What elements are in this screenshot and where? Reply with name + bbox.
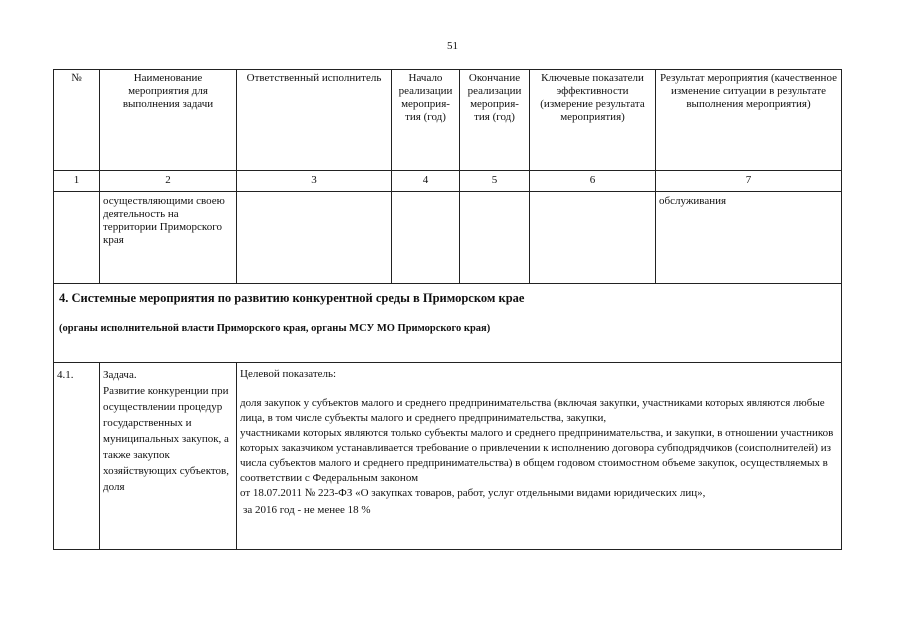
task-label: Задача. — [103, 369, 137, 381]
target-indicator-cell — [237, 363, 842, 550]
column-number: 6 — [530, 171, 656, 192]
header-result: Результат мероприятия (качественное изменение ситуации в результате выполнения мероприятия) — [656, 70, 842, 171]
table-cell — [237, 192, 392, 284]
table-cell — [530, 192, 656, 284]
column-numbers-row — [54, 171, 842, 192]
indicator-target: за 2016 год - не менее 18 % — [243, 504, 371, 516]
header-number: № — [54, 70, 100, 171]
indicator-text: доля закупок у субъектов малого и среднего предпринимательства (включая закупки, участниками которых являются любые лица, в том числе субъекты малого и среднего предпринимательства, закупки, участниками которых являются только субъекты малого и среднего предпринимательства, и закупки, в отношении участников которых заказчиком устанавливается требование о привлечении к исполнению договора субподрядчиков (соисполнителей) из числа субъектов малого и среднего предпринимательства) в общем годовом стоимостном объеме закупок, осуществляемых в соответствии с Федеральным законом от 18.07.2011 № 223-ФЗ «О закупках товаров, работ, услуг отдельными видами юридических лиц», — [240, 397, 834, 499]
column-number: 4 — [392, 171, 460, 192]
indicator-label: Целевой показатель: — [240, 368, 337, 380]
header-kpi: Ключевые показатели эффективности (измерение результата мероприятия) — [530, 70, 656, 171]
section-row — [54, 284, 842, 363]
header-end-year: Окончание реализации мероприя-тия (год) — [460, 70, 530, 171]
table-cell — [392, 192, 460, 284]
continuation-row — [54, 192, 842, 284]
table-cell — [460, 192, 530, 284]
header-start-year: Начало реализации мероприя-тия (год) — [392, 70, 460, 171]
column-number: 1 — [54, 171, 100, 192]
measures-table — [53, 69, 842, 550]
column-number: 3 — [237, 171, 392, 192]
column-number: 2 — [100, 171, 237, 192]
header-measure-name: Наименование мероприятия для выполнения задачи — [100, 70, 237, 171]
header-responsible: Ответственный исполнитель — [237, 70, 392, 171]
section-subtitle: (органы исполнительной власти Приморского края, органы МСУ МО Приморского края) — [59, 323, 491, 334]
table-cell — [54, 192, 100, 284]
task-number: 4.1. — [54, 363, 100, 550]
result-continuation: обслуживания — [656, 192, 842, 284]
page-number: 51 — [447, 40, 458, 52]
task-description: Развитие конкуренции при осуществлении процедур государственных и муниципальных закупок, а также закупок хозяйствующих субъектов, доля — [103, 385, 229, 493]
section-title: 4. Системные мероприятия по развитию конкурентной среды в Приморском крае — [59, 291, 525, 305]
header-row — [54, 70, 842, 171]
task-row — [54, 363, 842, 550]
section-cell — [54, 284, 842, 363]
task-description-cell — [100, 363, 237, 550]
column-number: 7 — [656, 171, 842, 192]
measure-name-continuation: осуществляющими своею деятельность на территории Приморского края — [100, 192, 237, 284]
column-number: 5 — [460, 171, 530, 192]
